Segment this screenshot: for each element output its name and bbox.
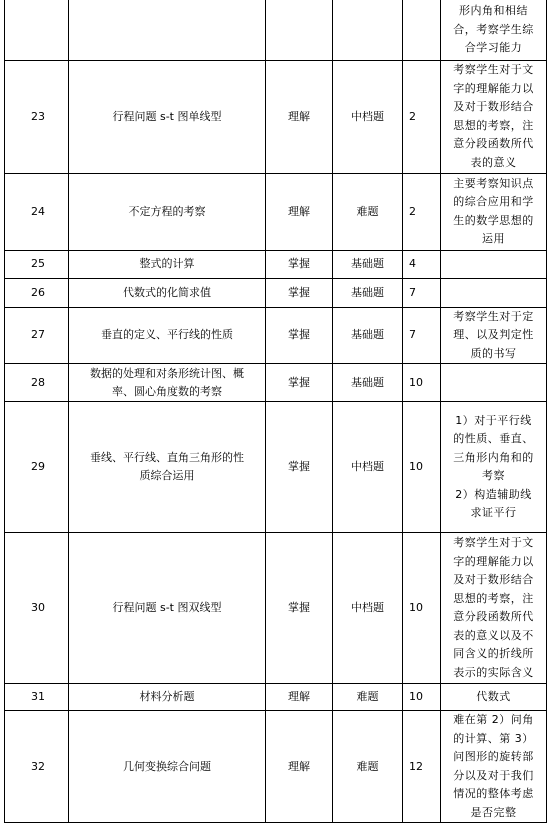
- table-row: [5, 173, 547, 250]
- table-row: [5, 711, 547, 823]
- score-cell: 10: [403, 684, 441, 711]
- remark-line: 分以及对于我们: [453, 768, 534, 782]
- remark-cell: [441, 0, 547, 60]
- requirement-level-cell: 掌握: [266, 533, 333, 684]
- score-cell: [403, 0, 441, 60]
- difficulty-cell: 基础题: [333, 250, 403, 278]
- remark-line: 情况的整体考虑: [453, 787, 534, 800]
- topic-line: 垂线、平行线、直角三角形的性: [90, 451, 244, 464]
- score-cell: 4: [403, 250, 441, 278]
- remark-line: 表示的实际含义: [453, 665, 534, 679]
- remark-line: 是否完整: [470, 805, 517, 819]
- table-row: [5, 364, 547, 402]
- remark-cell: [441, 684, 547, 711]
- topic-line: 数据的处理和对条形统计图、概: [90, 366, 244, 380]
- remark-line: 考察学生对于文: [453, 536, 534, 549]
- difficulty-cell: 难题: [333, 173, 403, 250]
- table-row: [5, 60, 547, 173]
- remark-line: 意分段函数所代: [453, 610, 534, 623]
- remark-cell: [441, 402, 547, 533]
- requirement-level-cell: 掌握: [266, 250, 333, 278]
- requirement-level-cell: 掌握: [266, 307, 333, 364]
- table-row: [5, 250, 547, 278]
- score-cell: 2: [403, 60, 441, 173]
- remark-line: 考察: [482, 469, 505, 482]
- question-number-cell: 26: [5, 278, 69, 307]
- question-number-cell: 30: [5, 533, 69, 684]
- remark-line: 及对于数形结合: [453, 573, 534, 586]
- table-row: [5, 278, 547, 307]
- question-number-cell: 23: [5, 60, 69, 173]
- question-number-cell: 31: [5, 684, 69, 711]
- topic-cell: 垂直的定义、平行线的性质: [69, 307, 266, 364]
- topic-line: 率、圆心角度数的考察: [112, 384, 222, 398]
- remark-line: 的计算、第 3）: [453, 731, 534, 745]
- remark-line: 合学习能力: [464, 41, 523, 54]
- topic-cell: 几何变换综合问题: [69, 711, 266, 823]
- score-cell: 7: [403, 278, 441, 307]
- remark-line: 表的意义以及不: [453, 628, 534, 642]
- requirement-level-cell: [266, 0, 333, 60]
- topic-cell: 材料分析题: [69, 684, 266, 711]
- remark-line: 考察学生对于文: [453, 63, 534, 76]
- requirement-level-cell: 理解: [266, 173, 333, 250]
- difficulty-cell: 难题: [333, 684, 403, 711]
- question-number-cell: 28: [5, 364, 69, 402]
- difficulty-cell: 中档题: [333, 60, 403, 173]
- score-cell: 7: [403, 307, 441, 364]
- table-row: [5, 402, 547, 533]
- remark-cell: [441, 711, 547, 823]
- question-number-cell: 29: [5, 402, 69, 533]
- score-cell: 10: [403, 364, 441, 402]
- remark-line: 运用: [482, 232, 505, 245]
- table-row: [5, 533, 547, 684]
- remark-line: 理、以及判定性: [453, 328, 534, 341]
- question-number-cell: 32: [5, 711, 69, 823]
- remark-cell: [441, 173, 547, 250]
- remark-line: 同含义的折线所: [453, 647, 534, 660]
- requirement-level-cell: 掌握: [266, 364, 333, 402]
- topic-cell: 行程问题 s-t 图双线型: [69, 533, 266, 684]
- topic-cell: 代数式的化简求值: [69, 278, 266, 307]
- requirement-level-cell: 掌握: [266, 278, 333, 307]
- remark-line: 三角形内角和的: [453, 450, 534, 464]
- topic-cell: 行程问题 s-t 图单线型: [69, 60, 266, 173]
- topic-line: 质综合运用: [139, 469, 195, 482]
- question-number-cell: 27: [5, 307, 69, 364]
- difficulty-cell: 中档题: [333, 533, 403, 684]
- topic-cell: 不定方程的考察: [69, 173, 266, 250]
- remark-line: 求证平行: [470, 506, 517, 519]
- remark-line: 思想的考察，注: [453, 118, 534, 132]
- score-cell: 2: [403, 173, 441, 250]
- remark-cell: [441, 307, 547, 364]
- remark-cell: [441, 364, 547, 402]
- remark-line: 形内角和相结: [459, 4, 528, 17]
- exam-analysis-table: [4, 0, 547, 823]
- requirement-level-cell: 理解: [266, 711, 333, 823]
- remark-cell: [441, 278, 547, 307]
- table-row: [5, 684, 547, 711]
- difficulty-cell: [333, 0, 403, 60]
- question-number-cell: 24: [5, 173, 69, 250]
- remark-line: 表的意义: [470, 155, 517, 169]
- remark-line: 问图形的旋转部: [453, 750, 534, 763]
- requirement-level-cell: 理解: [266, 60, 333, 173]
- remark-line: 思想的考察，注: [453, 591, 534, 605]
- remark-line: 生的数学思想的: [453, 213, 534, 227]
- remark-line: 主要考察知识点: [453, 176, 534, 190]
- remark-line: 质的书写: [470, 346, 517, 360]
- difficulty-cell: 难题: [333, 711, 403, 823]
- remark-line: 字的理解能力以: [453, 554, 534, 568]
- topic-cell: 整式的计算: [69, 250, 266, 278]
- remark-line: 的性质、垂直、: [453, 432, 534, 445]
- table-row: [5, 307, 547, 364]
- remark-line: 合，考察学生综: [453, 22, 534, 36]
- remark-cell: [441, 60, 547, 173]
- remark-cell: [441, 533, 547, 684]
- difficulty-cell: 基础题: [333, 364, 403, 402]
- topic-cell: [69, 0, 266, 60]
- remark-cell: [441, 250, 547, 278]
- topic-cell: [69, 402, 266, 533]
- question-number-cell: 25: [5, 250, 69, 278]
- score-cell: 10: [403, 402, 441, 533]
- remark-line: 意分段函数所代: [453, 137, 534, 150]
- topic-cell: [69, 364, 266, 402]
- score-cell: 10: [403, 533, 441, 684]
- difficulty-cell: 中档题: [333, 402, 403, 533]
- remark-line: 代数式: [476, 689, 511, 703]
- remark-line: 难在第 2）问角: [453, 713, 534, 726]
- table-row: [5, 0, 547, 60]
- requirement-level-cell: 理解: [266, 684, 333, 711]
- remark-line: 2）构造辅助线: [455, 487, 532, 501]
- remark-line: 及对于数形结合: [453, 100, 534, 113]
- remark-line: 考察学生对于定: [453, 309, 534, 323]
- score-cell: 12: [403, 711, 441, 823]
- question-number-cell: [5, 0, 69, 60]
- remark-line: 的综合应用和学: [453, 195, 534, 208]
- requirement-level-cell: 掌握: [266, 402, 333, 533]
- difficulty-cell: 基础题: [333, 307, 403, 364]
- remark-line: 字的理解能力以: [453, 81, 534, 95]
- difficulty-cell: 基础题: [333, 278, 403, 307]
- remark-line: 1）对于平行线: [455, 413, 532, 427]
